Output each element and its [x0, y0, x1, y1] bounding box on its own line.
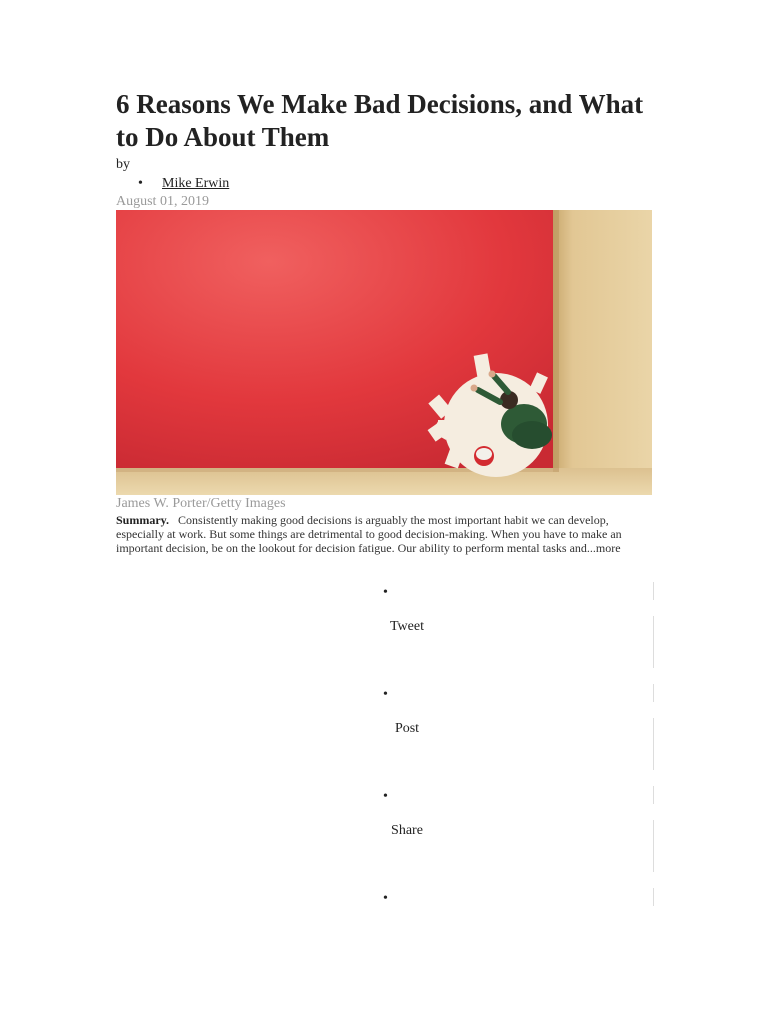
divider	[653, 616, 654, 668]
article-title: 6 Reasons We Make Bad Decisions, and What to Do About Them	[116, 89, 644, 152]
summary-text: Consistently making good decisions is arguably the most important habit we can develop, especially at work. But some things are detrimental to good decision-making. When you have to make an important decision, be on the lookout for decision fatigue. Our ability to perform mental tasks and	[116, 513, 622, 555]
divider	[653, 888, 654, 906]
divider	[653, 582, 654, 600]
bullet-icon: •	[383, 687, 388, 702]
tweet-button[interactable]: Tweet	[389, 619, 424, 634]
share-item-more	[378, 886, 654, 916]
divider	[653, 786, 654, 804]
share-button[interactable]: Share	[391, 823, 423, 838]
divider	[653, 820, 654, 872]
summary-more-link[interactable]: ...more	[586, 541, 621, 555]
divider	[653, 718, 654, 770]
article-summary	[116, 513, 652, 555]
image-credit: James W. Porter/Getty Images	[116, 496, 286, 511]
publish-date: August 01, 2019	[116, 194, 209, 209]
bullet-icon: •	[383, 789, 388, 804]
author-list	[116, 174, 652, 194]
summary-label: Summary.	[116, 513, 170, 527]
hero-image	[116, 210, 652, 495]
byline-label: by	[116, 157, 130, 172]
bullet-icon: •	[383, 891, 388, 906]
bullet-icon: •	[383, 585, 388, 600]
share-item-post	[378, 682, 654, 772]
author-link[interactable]: Mike Erwin	[162, 176, 230, 191]
share-item-share	[378, 784, 654, 874]
article	[116, 88, 652, 555]
author-item	[116, 174, 652, 194]
divider	[653, 684, 654, 702]
share-item-tweet	[378, 580, 654, 670]
bullet-icon: •	[138, 176, 143, 191]
post-button[interactable]: Post	[394, 721, 420, 736]
